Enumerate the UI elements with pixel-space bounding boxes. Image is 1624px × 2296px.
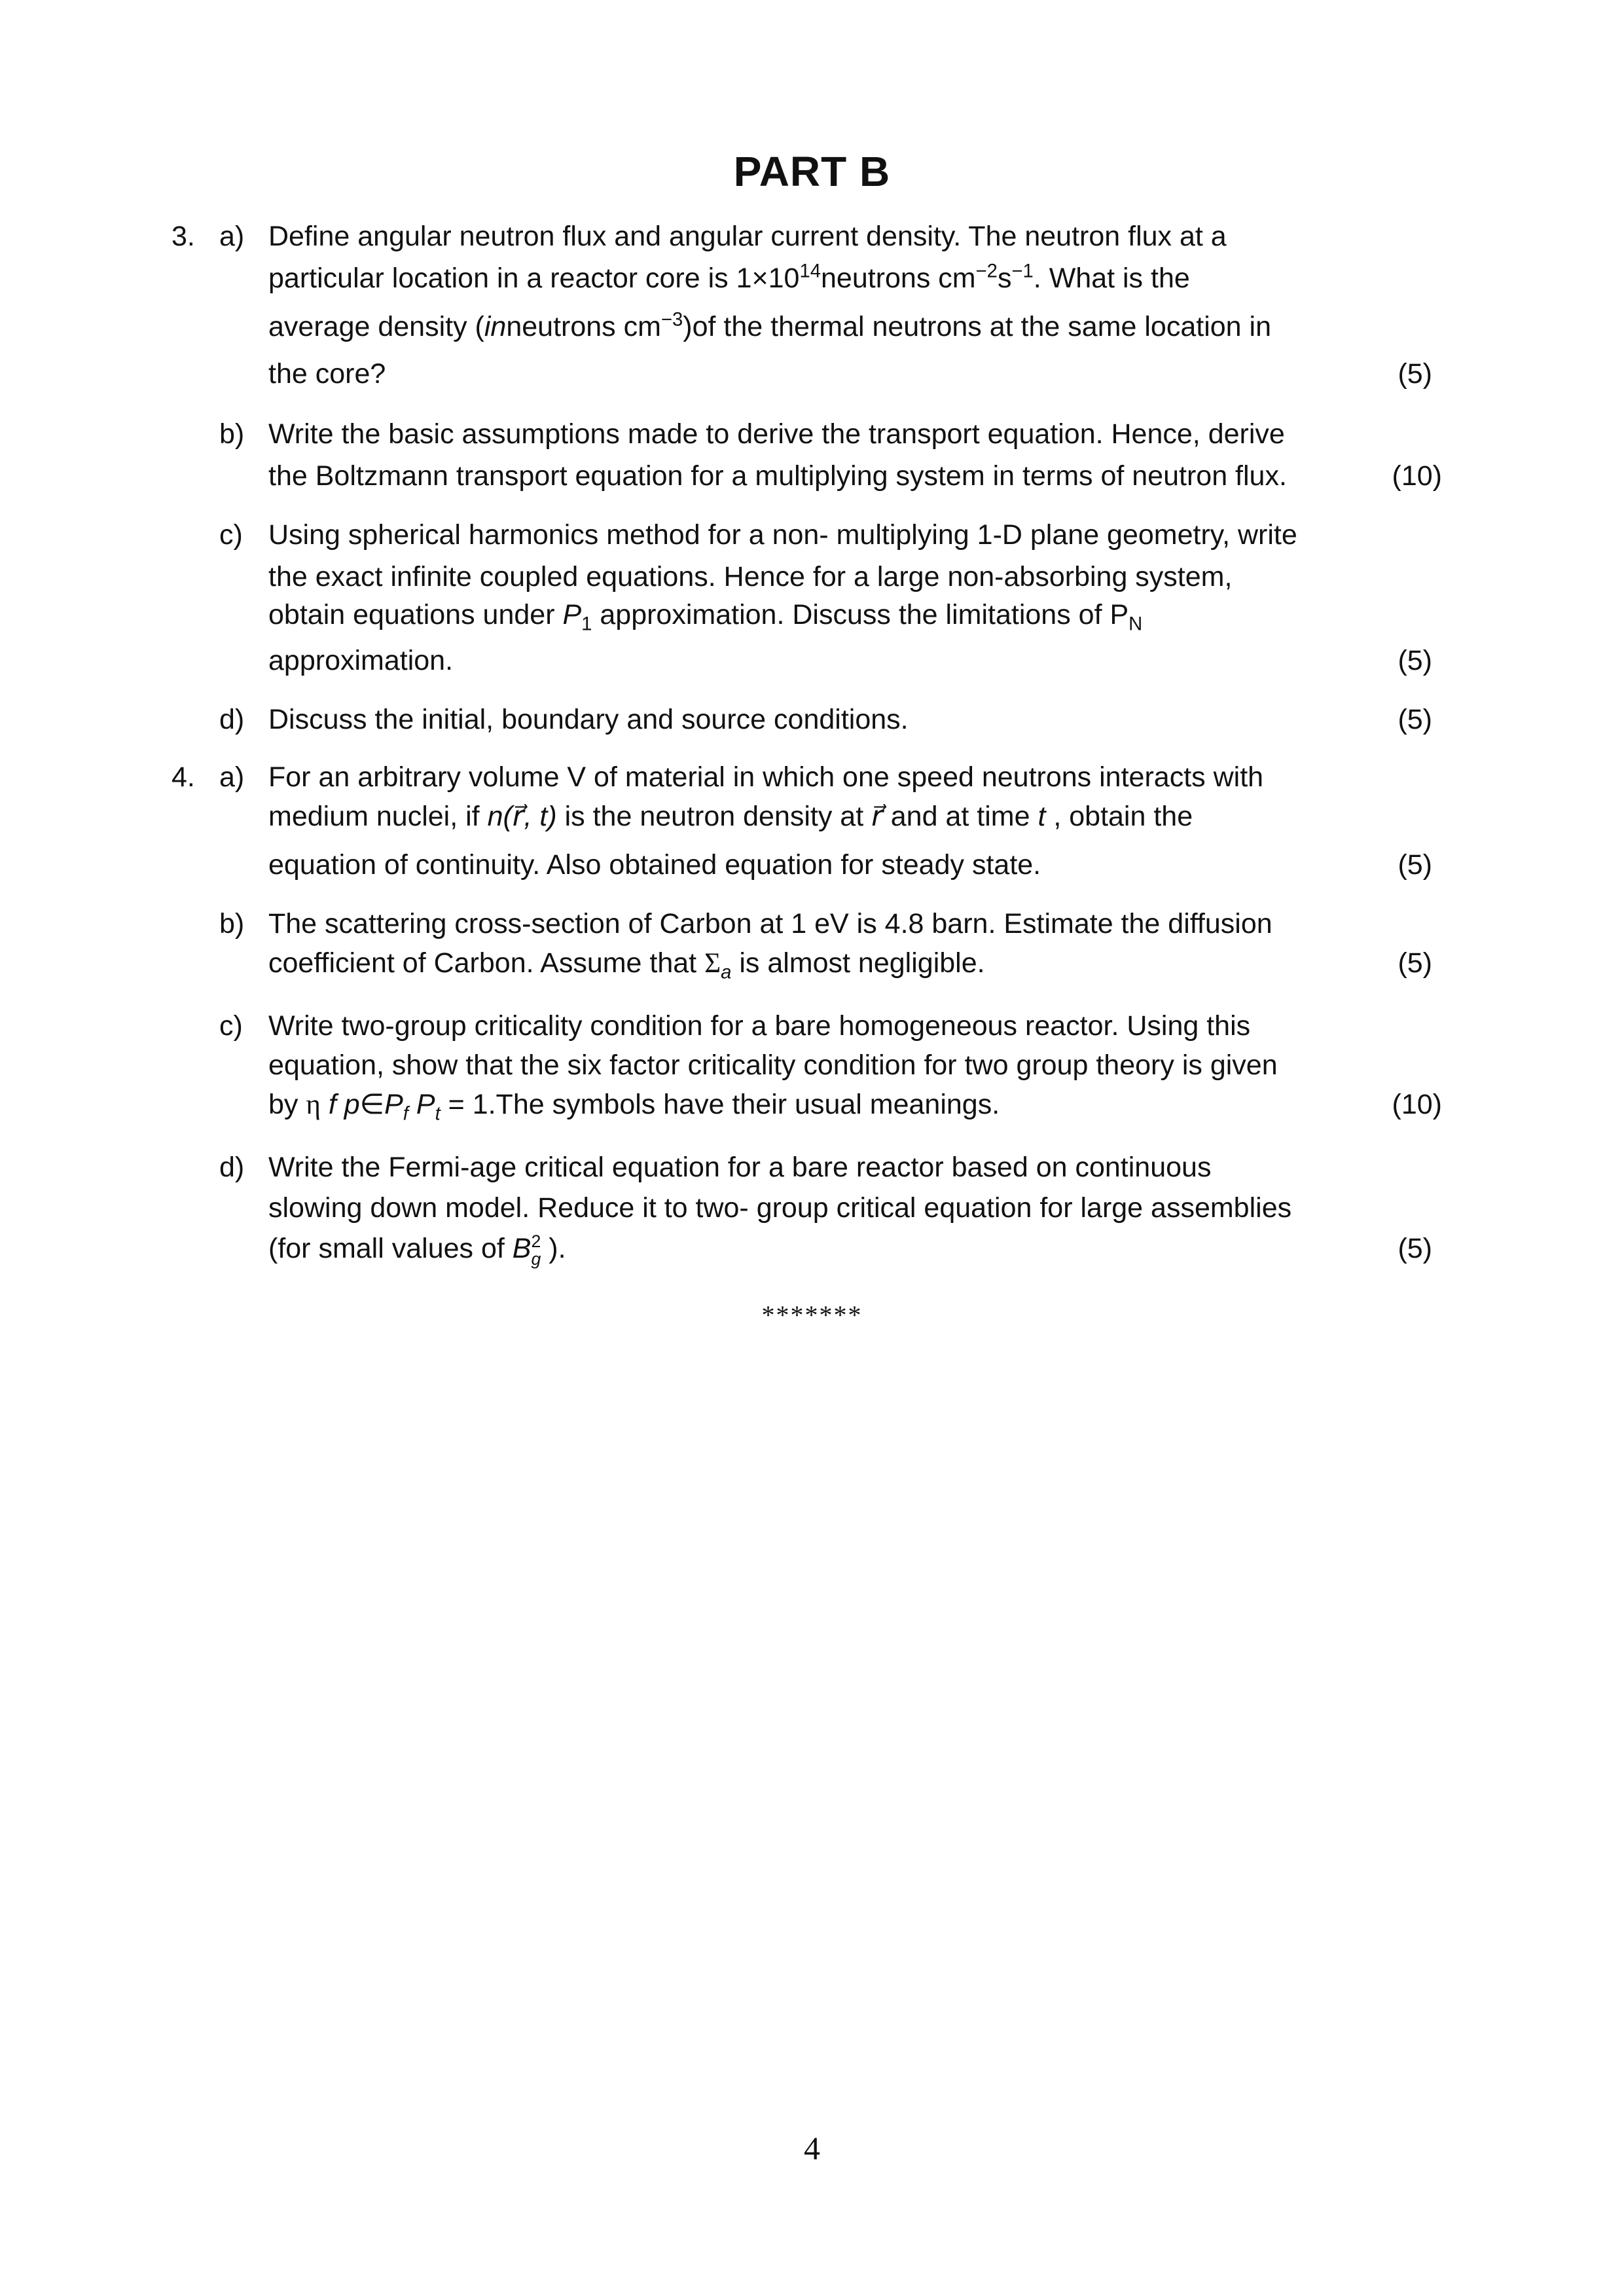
q3d-line-1: Discuss the initial, boundary and source conditions. bbox=[268, 704, 909, 735]
q4a-time-symbol: t bbox=[1038, 801, 1046, 832]
q4a-line-2-text: medium nuclei, if bbox=[268, 801, 488, 832]
q4a-line-3: equation of continuity. Also obtained equation for steady state. bbox=[268, 849, 1041, 881]
q3a-line-3-text: average density ( bbox=[268, 311, 484, 342]
q3c-line-2: the exact infinite coupled equations. Hence for a large non-absorbing system, bbox=[268, 561, 1233, 592]
q3a-line-2-text: particular location in a reactor core is 1×10 bbox=[268, 263, 800, 294]
q3b-line-2: the Boltzmann transport equation for a multiplying system in terms of neutron flux. bbox=[268, 460, 1287, 492]
q4b-line-2 bbox=[268, 943, 1394, 984]
q4b-marks: (5) bbox=[1398, 947, 1432, 979]
question-4-number: 4. bbox=[171, 761, 195, 793]
q4a-position-vector: r⃗ bbox=[871, 801, 883, 832]
q4c-marks: (10) bbox=[1392, 1089, 1442, 1120]
q3a-exponent-4: −3 bbox=[660, 309, 683, 331]
q3c-line-3 bbox=[268, 594, 1394, 635]
q3c-label: c) bbox=[219, 519, 243, 551]
q4c-f-p-symbols: f p bbox=[320, 1089, 360, 1120]
q3c-line-1: Using spherical harmonics method for a non- multiplying 1-D plane geometry, write bbox=[268, 519, 1297, 551]
q4a-line-2-mid2: and at time bbox=[882, 801, 1038, 832]
q4d-b-scripts bbox=[531, 1233, 541, 1267]
q4c-pt-symbol: P bbox=[408, 1089, 435, 1120]
q3c-p1-symbol: P bbox=[562, 599, 582, 630]
q4a-line-2-end: , obtain the bbox=[1045, 801, 1193, 832]
section-heading: PART B bbox=[733, 148, 891, 195]
q4c-pf-subscript: f bbox=[403, 1103, 408, 1125]
q3a-in-italic: in bbox=[484, 311, 507, 342]
question-3-number: 3. bbox=[171, 221, 195, 252]
q4b-sigma-symbol: Σ bbox=[704, 948, 721, 979]
q3d-marks: (5) bbox=[1398, 704, 1432, 735]
q4d-line-3-end: ). bbox=[541, 1233, 566, 1264]
q4b-sigma-subscript: a bbox=[721, 962, 732, 983]
q3a-line-3-units: neutrons cm bbox=[506, 311, 661, 342]
q3b-marks: (10) bbox=[1392, 460, 1442, 492]
q3c-p1-subscript: 1 bbox=[581, 613, 592, 635]
q3c-pn-subscript: N bbox=[1128, 613, 1143, 635]
page-number: 4 bbox=[804, 2130, 820, 2166]
q4c-line-3-text: by bbox=[268, 1089, 306, 1120]
q4c-line-3 bbox=[268, 1084, 1394, 1125]
q3a-exponent-2: −2 bbox=[975, 261, 998, 282]
q4c-line-1: Write two-group criticality condition for a bare homogeneous reactor. Using this bbox=[268, 1010, 1251, 1042]
q3b-label: b) bbox=[219, 418, 245, 450]
q3c-marks: (5) bbox=[1398, 645, 1432, 676]
q4b-label: b) bbox=[219, 908, 245, 939]
q4d-b-subscript: g bbox=[531, 1248, 541, 1269]
end-marker: ******* bbox=[761, 1300, 863, 1330]
q4d-line-1: Write the Fermi-age critical equation for a bare reactor based on continuous bbox=[268, 1152, 1212, 1183]
q4d-line-3-text: (for small values of bbox=[268, 1233, 513, 1264]
q3a-line-3 bbox=[268, 306, 1394, 347]
q4b-line-2-text: coefficient of Carbon. Assume that bbox=[268, 947, 705, 979]
q3a-line-1: Define angular neutron flux and angular current density. The neutron flux at a bbox=[268, 221, 1227, 252]
q4c-line-2: equation, show that the six factor criticality condition for two group theory is given bbox=[268, 1049, 1278, 1081]
q4d-line-2: slowing down model. Reduce it to two- group critical equation for large assemblies bbox=[268, 1192, 1292, 1224]
q3a-units-s: s bbox=[997, 263, 1012, 294]
q3d-label: d) bbox=[219, 704, 245, 735]
q4a-line-1: For an arbitrary volume V of material in which one speed neutrons interacts with bbox=[268, 761, 1264, 793]
q3a-line-2 bbox=[268, 258, 1394, 299]
q3c-line-4: approximation. bbox=[268, 645, 454, 676]
q4c-line-3-end: .The symbols have their usual meanings. bbox=[488, 1089, 1000, 1120]
q4c-pt-subscript: t bbox=[435, 1103, 441, 1125]
q3a-line-2-end: . What is the bbox=[1033, 263, 1190, 294]
q4c-eta-symbol: η bbox=[306, 1089, 321, 1120]
q4c-equals-one: = 1 bbox=[440, 1089, 488, 1120]
q4d-b-symbol: B bbox=[512, 1233, 532, 1264]
q4d-b-superscript: 2 bbox=[531, 1231, 541, 1251]
q4d-marks: (5) bbox=[1398, 1233, 1432, 1264]
q4a-marks: (5) bbox=[1398, 849, 1432, 881]
q4a-line-2 bbox=[268, 796, 1394, 837]
q3a-exponent: 14 bbox=[799, 261, 821, 282]
q3b-line-1: Write the basic assumptions made to derive the transport equation. Hence, derive bbox=[268, 418, 1285, 450]
q4b-line-1: The scattering cross-section of Carbon at 1 eV is 4.8 barn. Estimate the diffusion bbox=[268, 908, 1272, 939]
q3a-line-4: the core? bbox=[268, 358, 386, 390]
q3a-label: a) bbox=[219, 221, 245, 252]
q3c-line-3-mid: approximation. Discuss the limitations of P bbox=[592, 599, 1129, 630]
q3a-units: neutrons cm bbox=[821, 263, 976, 294]
q3c-line-3-text: obtain equations under bbox=[268, 599, 563, 630]
q4a-line-2-mid: is the neutron density at bbox=[556, 801, 872, 832]
q4d-label: d) bbox=[219, 1152, 245, 1183]
q4a-density-expr: n(r⃗, t) bbox=[487, 801, 557, 832]
q3a-exponent-3: −1 bbox=[1011, 261, 1034, 282]
q3a-marks: (5) bbox=[1398, 358, 1432, 390]
q4d-line-3 bbox=[268, 1228, 1394, 1269]
q4c-pf-symbol: P bbox=[384, 1089, 403, 1120]
q4c-label: c) bbox=[219, 1010, 243, 1042]
q4c-epsilon-symbol: ∈ bbox=[359, 1089, 385, 1120]
q4b-line-2-end: is almost negligible. bbox=[731, 947, 985, 979]
q4a-label: a) bbox=[219, 761, 245, 793]
q3a-line-3-end: )of the thermal neutrons at the same location in bbox=[683, 311, 1271, 342]
